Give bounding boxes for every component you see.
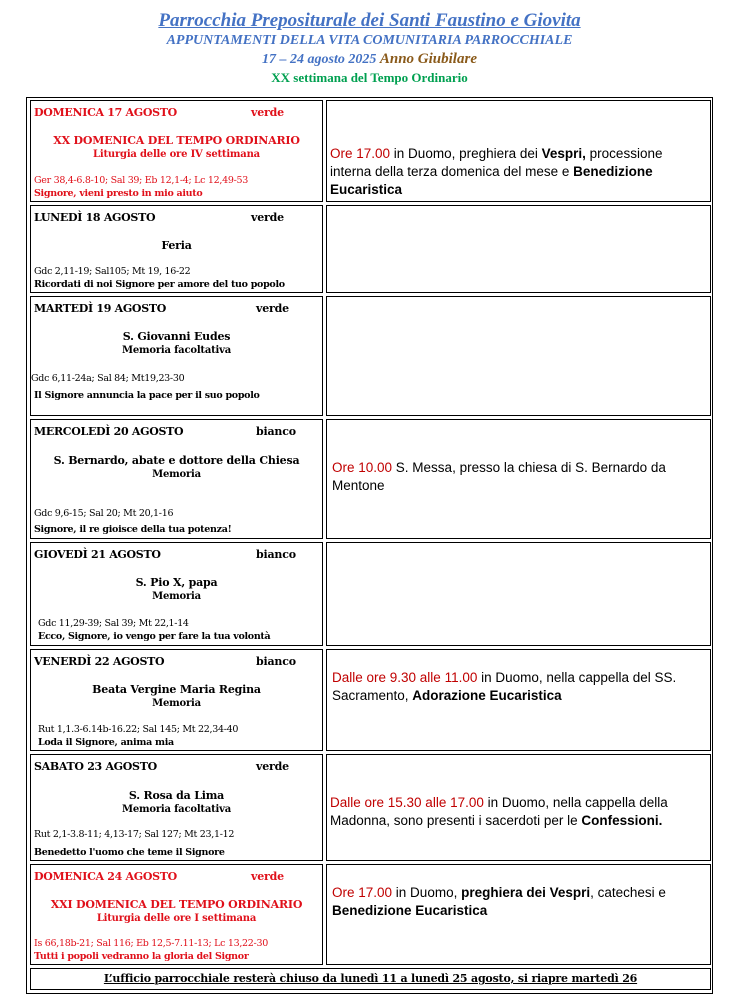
event-cell-saturday-23 bbox=[326, 754, 711, 861]
readings: Is 66,18b-21; Sal 116; Eb 12,5-7.11-13; Lc 13,22-30 bbox=[34, 938, 268, 949]
readings: Gdc 6,11-24a; Sal 84; Mt19,23-30 bbox=[31, 373, 185, 384]
day-label: LUNEDÌ 18 AGOSTO bbox=[34, 211, 156, 224]
readings: Ger 38,4-6.8-10; Sal 39; Eb 12,1-4; Lc 12,49-53 bbox=[34, 175, 249, 186]
event-cell-monday-18 bbox=[326, 205, 711, 293]
day-cell-sunday-24 bbox=[30, 864, 323, 965]
feast: S. Giovanni Eudes Memoria facoltativa bbox=[121, 330, 232, 356]
day-cell-saturday-23 bbox=[30, 754, 323, 861]
event-cell-friday-22 bbox=[326, 649, 711, 751]
day-cell-monday-18 bbox=[30, 205, 323, 293]
parish-title: Parrocchia Prepositurale dei Santi Faustino e Giovita bbox=[158, 10, 581, 31]
date-range: 17 – 24 agosto 2025 Anno Giubilare bbox=[262, 51, 477, 67]
event-cell-wednesday-20 bbox=[326, 419, 711, 539]
jubilee-year: Anno Giubilare bbox=[379, 51, 477, 67]
readings: Rut 1,1.3-6.14b-16.22; Sal 145; Mt 22,34-40 bbox=[38, 724, 239, 735]
response: Tutti i popoli vedranno la gloria del Signor bbox=[34, 951, 249, 962]
page-header bbox=[0, 10, 739, 87]
liturgical-color: verde bbox=[251, 870, 284, 883]
schedule-subtitle: APPUNTAMENTI DELLA VITA COMUNITARIA PARROCCHIALE bbox=[166, 33, 573, 48]
day-cell-friday-22 bbox=[30, 649, 323, 751]
event-text: Ore 17.00 in Duomo, preghiera dei Vespri, catechesi e Benedizione Eucaristica bbox=[332, 885, 666, 918]
feast: XX DOMENICA DEL TEMPO ORDINARIO Liturgia delle ore IV settimana bbox=[53, 134, 300, 160]
day-label: VENERDÌ 22 AGOSTO bbox=[34, 655, 165, 668]
feast: XXI DOMENICA DEL TEMPO ORDINARIO Liturgia delle ore I settimana bbox=[50, 898, 303, 924]
response: Signore, il re gioisce della tua potenza! bbox=[34, 524, 232, 535]
readings: Gdc 11,29-39; Sal 39; Mt 22,1-14 bbox=[38, 618, 189, 629]
feast: Beata Vergine Maria Regina Memoria bbox=[92, 683, 261, 709]
liturgical-color: bianco bbox=[256, 655, 296, 668]
event-text: Ore 17.00 in Duomo, preghiera dei Vespri, processione interna della terza domenica del mese e Benedizione Eucaristica bbox=[330, 146, 663, 197]
event-text: Ore 10.00 S. Messa, presso la chiesa di S. Bernardo da Mentone bbox=[332, 460, 666, 493]
liturgical-week: XX settimana del Tempo Ordinario bbox=[271, 70, 468, 85]
liturgical-color: verde bbox=[256, 302, 289, 315]
readings: Gdc 2,11-19; Sal105; Mt 19, 16-22 bbox=[34, 266, 191, 277]
day-label: DOMENICA 24 AGOSTO bbox=[34, 870, 177, 883]
day-cell-sunday-17 bbox=[30, 100, 323, 202]
feast: Feria bbox=[161, 239, 192, 252]
day-label: MARTEDÌ 19 AGOSTO bbox=[34, 302, 167, 315]
response: Loda il Signore, anima mia bbox=[38, 737, 174, 748]
event-text: Dalle ore 15.30 alle 17.00 in Duomo, nella cappella della Madonna, sono presenti i sacerdoti per le Confessioni. bbox=[330, 795, 668, 828]
day-label: DOMENICA 17 AGOSTO bbox=[34, 106, 177, 119]
event-cell-sunday-17 bbox=[326, 100, 711, 202]
feast: S. Bernardo, abate e dottore della Chiesa Memoria bbox=[53, 454, 300, 480]
liturgical-color: verde bbox=[251, 106, 284, 119]
liturgical-color: bianco bbox=[256, 548, 296, 561]
day-cell-thursday-21 bbox=[30, 542, 323, 646]
event-cell-tuesday-19 bbox=[326, 296, 711, 416]
day-label: GIOVEDÌ 21 AGOSTO bbox=[34, 548, 161, 561]
response: Benedetto l'uomo che teme il Signore bbox=[34, 847, 225, 858]
day-cell-wednesday-20 bbox=[30, 419, 323, 539]
response: Ecco, Signore, io vengo per fare la tua volontà bbox=[38, 631, 271, 642]
readings: Rut 2,1-3.8-11; 4,13-17; Sal 127; Mt 23,1-12 bbox=[34, 829, 235, 840]
feast: S. Pio X, papa Memoria bbox=[135, 576, 218, 602]
feast: S. Rosa da Lima Memoria facoltativa bbox=[121, 789, 232, 815]
liturgical-color: bianco bbox=[256, 425, 296, 438]
day-label: MERCOLEDÌ 20 AGOSTO bbox=[34, 425, 184, 438]
event-cell-sunday-24 bbox=[326, 864, 711, 965]
response: Signore, vieni presto in mio aiuto bbox=[34, 188, 203, 199]
liturgical-color: verde bbox=[251, 211, 284, 224]
office-closure-notice: L’ufficio parrocchiale resterà chiuso da lunedì 11 a lunedì 25 agosto, si riapre martedì 26 bbox=[30, 968, 711, 990]
liturgical-color: verde bbox=[256, 760, 289, 773]
response: Il Signore annuncia la pace per il suo popolo bbox=[34, 390, 260, 401]
response: Ricordati di noi Signore per amore del tuo popolo bbox=[34, 279, 285, 290]
readings: Gdc 9,6-15; Sal 20; Mt 20,1-16 bbox=[34, 508, 174, 519]
day-cell-tuesday-19 bbox=[30, 296, 323, 416]
day-label: SABATO 23 AGOSTO bbox=[34, 760, 157, 773]
event-cell-thursday-21 bbox=[326, 542, 711, 646]
event-text: Dalle ore 9.30 alle 11.00 in Duomo, nella cappella del SS. Sacramento, Adorazione Eucaristica bbox=[332, 670, 677, 703]
